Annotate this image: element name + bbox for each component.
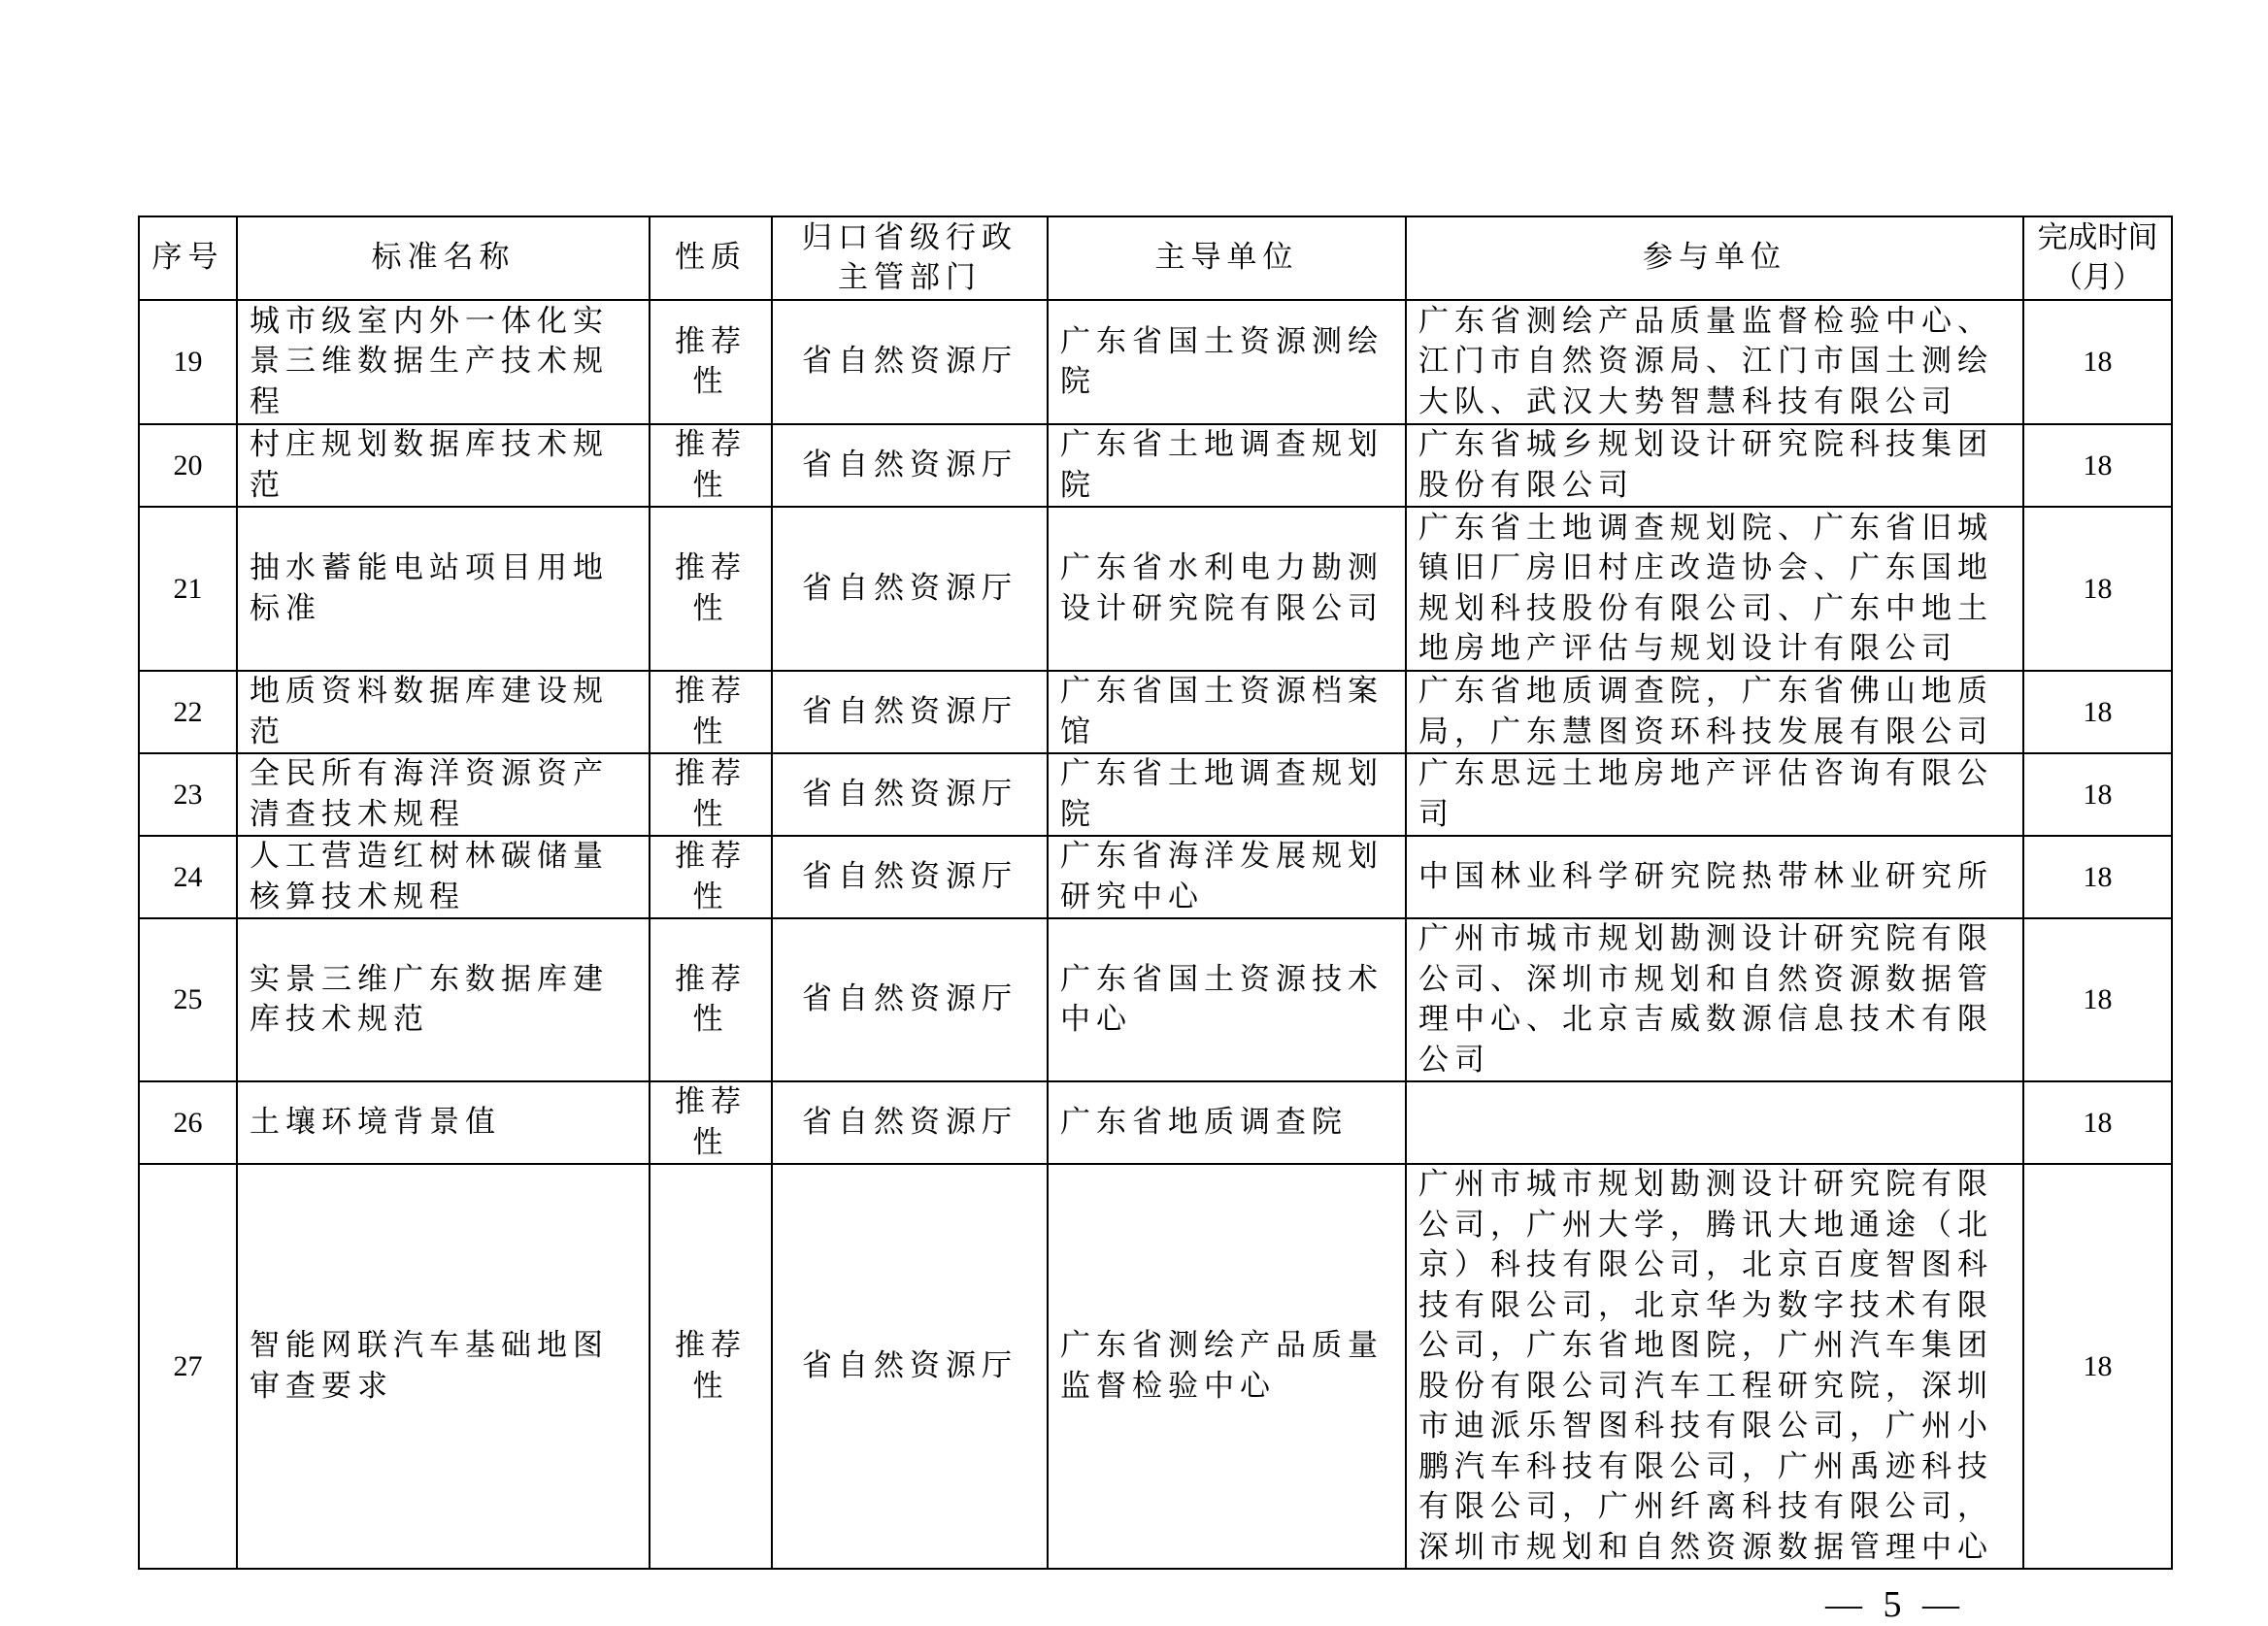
completion-months: 18 [2023, 671, 2172, 753]
nature: 推荐性 [650, 836, 772, 918]
header-nature: 性质 [650, 216, 772, 300]
nature: 推荐性 [650, 424, 772, 507]
lead-unit: 广东省土地调查规划院 [1048, 424, 1406, 507]
row-number: 26 [139, 1081, 237, 1164]
completion-months: 18 [2023, 300, 2172, 424]
participant-units: 广州市城市规划勘测设计研究院有限公司、深圳市规划和自然资源数据管理中心、北京吉威数源信息技术有限公司 [1406, 918, 2023, 1081]
lead-unit: 广东省国土资源技术中心 [1048, 918, 1406, 1081]
standards-table [138, 216, 2173, 1570]
row-number: 27 [139, 1164, 237, 1569]
nature: 推荐性 [650, 753, 772, 836]
participant-units: 广东省地质调查院，广东省佛山地质局，广东慧图资环科技发展有限公司 [1406, 671, 2023, 753]
participant-units: 广东省测绘产品质量监督检验中心、江门市自然资源局、江门市国土测绘大队、武汉大势智慧科技有限公司 [1406, 300, 2023, 424]
row-number: 24 [139, 836, 237, 918]
department: 省自然资源厅 [772, 1164, 1048, 1569]
row-number: 25 [139, 918, 237, 1081]
header-name: 标准名称 [237, 216, 650, 300]
table-row [139, 300, 2172, 424]
row-number: 22 [139, 671, 237, 753]
nature: 推荐性 [650, 671, 772, 753]
completion-months: 18 [2023, 507, 2172, 671]
lead-unit: 广东省测绘产品质量监督检验中心 [1048, 1164, 1406, 1569]
standard-name: 人工营造红树林碳储量核算技术规程 [237, 836, 650, 918]
department: 省自然资源厅 [772, 918, 1048, 1081]
department: 省自然资源厅 [772, 836, 1048, 918]
table-row [139, 836, 2172, 918]
row-number: 21 [139, 507, 237, 671]
lead-unit: 广东省土地调查规划院 [1048, 753, 1406, 836]
nature: 推荐性 [650, 1081, 772, 1164]
participant-units: 广东思远土地房地产评估咨询有限公司 [1406, 753, 2023, 836]
nature: 推荐性 [650, 1164, 772, 1569]
row-number: 20 [139, 424, 237, 507]
department: 省自然资源厅 [772, 1081, 1048, 1164]
participant-units: 广东省城乡规划设计研究院科技集团股份有限公司 [1406, 424, 2023, 507]
participant-units: 广东省土地调查规划院、广东省旧城镇旧厂房旧村庄改造协会、广东国地规划科技股份有限公司、广东中地土地房地产评估与规划设计有限公司 [1406, 507, 2023, 671]
header-no: 序号 [139, 216, 237, 300]
completion-months: 18 [2023, 836, 2172, 918]
participant-units: 中国林业科学研究院热带林业研究所 [1406, 836, 2023, 918]
nature: 推荐性 [650, 918, 772, 1081]
row-number: 23 [139, 753, 237, 836]
standard-name: 实景三维广东数据库建库技术规范 [237, 918, 650, 1081]
standard-name: 土壤环境背景值 [237, 1081, 650, 1164]
header-dept: 归口省级行政主管部门 [772, 216, 1048, 300]
department: 省自然资源厅 [772, 671, 1048, 753]
standard-name: 抽水蓄能电站项目用地标准 [237, 507, 650, 671]
nature: 推荐性 [650, 300, 772, 424]
table-row [139, 1081, 2172, 1164]
nature: 推荐性 [650, 507, 772, 671]
table-row [139, 671, 2172, 753]
table-row [139, 918, 2172, 1081]
participant-units: 广州市城市规划勘测设计研究院有限公司，广州大学，腾讯大地通途（北京）科技有限公司，北京百度智图科技有限公司，北京华为数字技术有限公司，广东省地图院，广州汽车集团股份有限公司汽车工程研究院，深圳市迪派乐智图科技有限公司，广州小鹏汽车科技有限公司，广州禹迹科技有限公司，广州纤离科技有限公司，深圳市规划和自然资源数据管理中心 [1406, 1164, 2023, 1569]
table-row [139, 1164, 2172, 1569]
department: 省自然资源厅 [772, 753, 1048, 836]
page-number: — 5 — [1825, 1584, 1965, 1625]
header-lead: 主导单位 [1048, 216, 1406, 300]
completion-months: 18 [2023, 753, 2172, 836]
completion-months: 18 [2023, 918, 2172, 1081]
standard-name: 智能网联汽车基础地图审查要求 [237, 1164, 650, 1569]
department: 省自然资源厅 [772, 507, 1048, 671]
header-months: 完成时间（月） [2023, 216, 2172, 300]
table-row [139, 424, 2172, 507]
standard-name: 村庄规划数据库技术规范 [237, 424, 650, 507]
completion-months: 18 [2023, 1081, 2172, 1164]
table-row [139, 753, 2172, 836]
header-row [139, 216, 2172, 300]
header-participants: 参与单位 [1406, 216, 2023, 300]
table-row [139, 507, 2172, 671]
standard-name: 全民所有海洋资源资产清查技术规程 [237, 753, 650, 836]
completion-months: 18 [2023, 1164, 2172, 1569]
department: 省自然资源厅 [772, 300, 1048, 424]
lead-unit: 广东省海洋发展规划研究中心 [1048, 836, 1406, 918]
row-number: 19 [139, 300, 237, 424]
lead-unit: 广东省国土资源档案馆 [1048, 671, 1406, 753]
department: 省自然资源厅 [772, 424, 1048, 507]
standard-name: 城市级室内外一体化实景三维数据生产技术规程 [237, 300, 650, 424]
lead-unit: 广东省国土资源测绘院 [1048, 300, 1406, 424]
participant-units [1406, 1081, 2023, 1164]
lead-unit: 广东省水利电力勘测设计研究院有限公司 [1048, 507, 1406, 671]
lead-unit: 广东省地质调查院 [1048, 1081, 1406, 1164]
standard-name: 地质资料数据库建设规范 [237, 671, 650, 753]
completion-months: 18 [2023, 424, 2172, 507]
